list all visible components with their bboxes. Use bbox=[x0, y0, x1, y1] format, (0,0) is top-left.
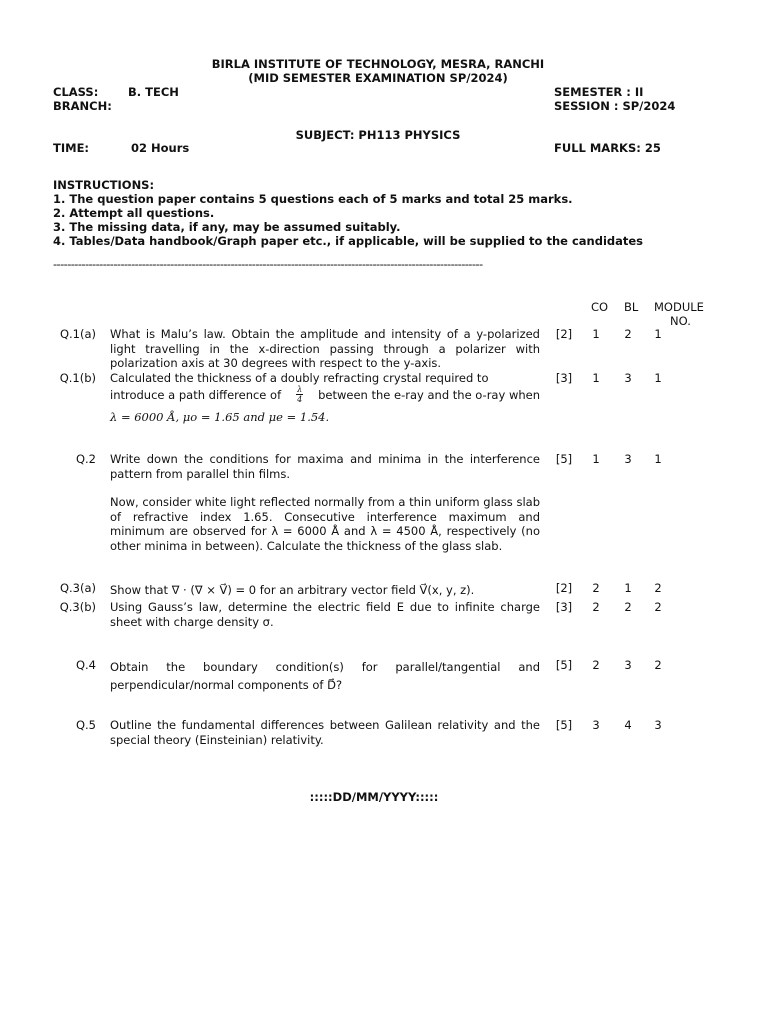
co-value: 2 bbox=[592, 658, 600, 672]
question-text: Outline the fundamental differences between Galilean relativity and the special theory (Einsteinian) relativity. bbox=[110, 718, 540, 747]
marks: [5] bbox=[555, 658, 573, 672]
fraction-numerator: λ bbox=[297, 385, 303, 394]
module-value: 2 bbox=[654, 581, 662, 595]
col-module-no: NO. bbox=[670, 314, 691, 328]
col-co: CO bbox=[591, 300, 609, 314]
bl-value: 2 bbox=[624, 327, 632, 341]
semester: SEMESTER : II bbox=[554, 85, 644, 99]
module-value: 2 bbox=[654, 600, 662, 614]
bl-value: 3 bbox=[624, 371, 632, 385]
co-value: 1 bbox=[592, 371, 600, 385]
marks: [2] bbox=[555, 327, 573, 341]
question-text-part: between the e-ray and the o-ray when bbox=[318, 387, 540, 402]
exam-title: (MID SEMESTER EXAMINATION SP/2024) bbox=[248, 71, 508, 85]
module-value: 3 bbox=[654, 718, 662, 732]
question-text-line bbox=[110, 385, 540, 404]
instruction-item: 1. The question paper contains 5 questions each of 5 marks and total 25 marks. bbox=[53, 192, 573, 206]
module-value: 1 bbox=[654, 327, 662, 341]
question-text: Now, consider white light reflected normally from a thin uniform glass slab of refractive index 1.65. Consecutive interference maximum and minimum are observed for λ = 6000 Å and λ = 4500 Å, respectively (no other minima in between). Calculate the thickness of the glass slab. bbox=[110, 495, 540, 553]
question-text-part: introduce a path difference of bbox=[110, 387, 282, 402]
module-value: 2 bbox=[654, 658, 662, 672]
co-value: 1 bbox=[592, 327, 600, 341]
institute-name: BIRLA INSTITUTE OF TECHNOLOGY, MESRA, RANCHI bbox=[211, 57, 545, 71]
instruction-item: 4. Tables/Data handbook/Graph paper etc., if applicable, will be supplied to the candidates bbox=[53, 234, 644, 248]
question-label: Q.1(b) bbox=[59, 371, 96, 385]
module-value: 1 bbox=[654, 452, 662, 466]
bl-value: 3 bbox=[624, 658, 632, 672]
module-value: 1 bbox=[654, 371, 662, 385]
co-value: 3 bbox=[592, 718, 600, 732]
marks: [2] bbox=[555, 581, 573, 595]
question-text: Calculated the thickness of a doubly refracting crystal required to bbox=[110, 371, 489, 385]
class-value: B. TECH bbox=[128, 85, 179, 99]
question-label: Q.3(b) bbox=[59, 600, 96, 614]
question-text: What is Malu’s law. Obtain the amplitude and intensity of a y-polarized light travelling in the x-direction passing through a polarizer with polarization axis at 30 degrees with respect to the y-axis. bbox=[110, 327, 540, 370]
marks: [3] bbox=[555, 600, 573, 614]
time-label: TIME: bbox=[53, 141, 90, 155]
time-value: 02 Hours bbox=[131, 141, 190, 155]
question-text: Show that ∇ · (∇ × V⃗) = 0 for an arbitrary vector field V⃗(x, y, z). bbox=[110, 583, 475, 597]
question-text-formula: λ = 6000 Å, μo = 1.65 and μe = 1.54. bbox=[110, 410, 330, 424]
bl-value: 1 bbox=[624, 581, 632, 595]
fraction-denominator: 4 bbox=[297, 395, 303, 404]
bl-value: 3 bbox=[624, 452, 632, 466]
question-text: Using Gauss’s law, determine the electric field E due to infinite charge sheet with charge density σ. bbox=[110, 600, 540, 629]
co-value: 2 bbox=[592, 600, 600, 614]
instruction-item: 3. The missing data, if any, may be assumed suitably. bbox=[53, 220, 401, 234]
col-bl: BL bbox=[624, 300, 639, 314]
question-text: Obtain the boundary condition(s) for parallel/tangential and perpendicular/normal components of D⃗? bbox=[110, 660, 540, 692]
branch-label: BRANCH: bbox=[53, 99, 112, 113]
co-value: 1 bbox=[592, 452, 600, 466]
lambda-over-four-fraction bbox=[296, 385, 303, 404]
bl-value: 4 bbox=[624, 718, 632, 732]
col-module: MODULE bbox=[654, 300, 704, 314]
co-value: 2 bbox=[592, 581, 600, 595]
marks: [5] bbox=[555, 452, 573, 466]
bl-value: 2 bbox=[624, 600, 632, 614]
marks: [5] bbox=[555, 718, 573, 732]
class-label: CLASS: bbox=[53, 85, 99, 99]
question-label: Q.5 bbox=[75, 718, 96, 732]
question-label: Q.1(a) bbox=[59, 327, 96, 341]
question-label: Q.3(a) bbox=[59, 581, 96, 595]
footer-date: :::::DD/MM/YYYY::::: bbox=[309, 790, 439, 804]
subject: SUBJECT: PH113 PHYSICS bbox=[295, 128, 461, 142]
full-marks: FULL MARKS: 25 bbox=[554, 141, 661, 155]
marks: [3] bbox=[555, 371, 573, 385]
question-label: Q.4 bbox=[75, 658, 96, 672]
question-text: Write down the conditions for maxima and minima in the interference pattern from parallel thin films. bbox=[110, 452, 540, 481]
question-label: Q.2 bbox=[75, 452, 96, 466]
divider: ------------------------------------------------------------------------------------------------------------------------- bbox=[53, 257, 483, 271]
instructions-title: INSTRUCTIONS: bbox=[53, 178, 155, 192]
session: SESSION : SP/2024 bbox=[554, 99, 676, 113]
instruction-item: 2. Attempt all questions. bbox=[53, 206, 215, 220]
